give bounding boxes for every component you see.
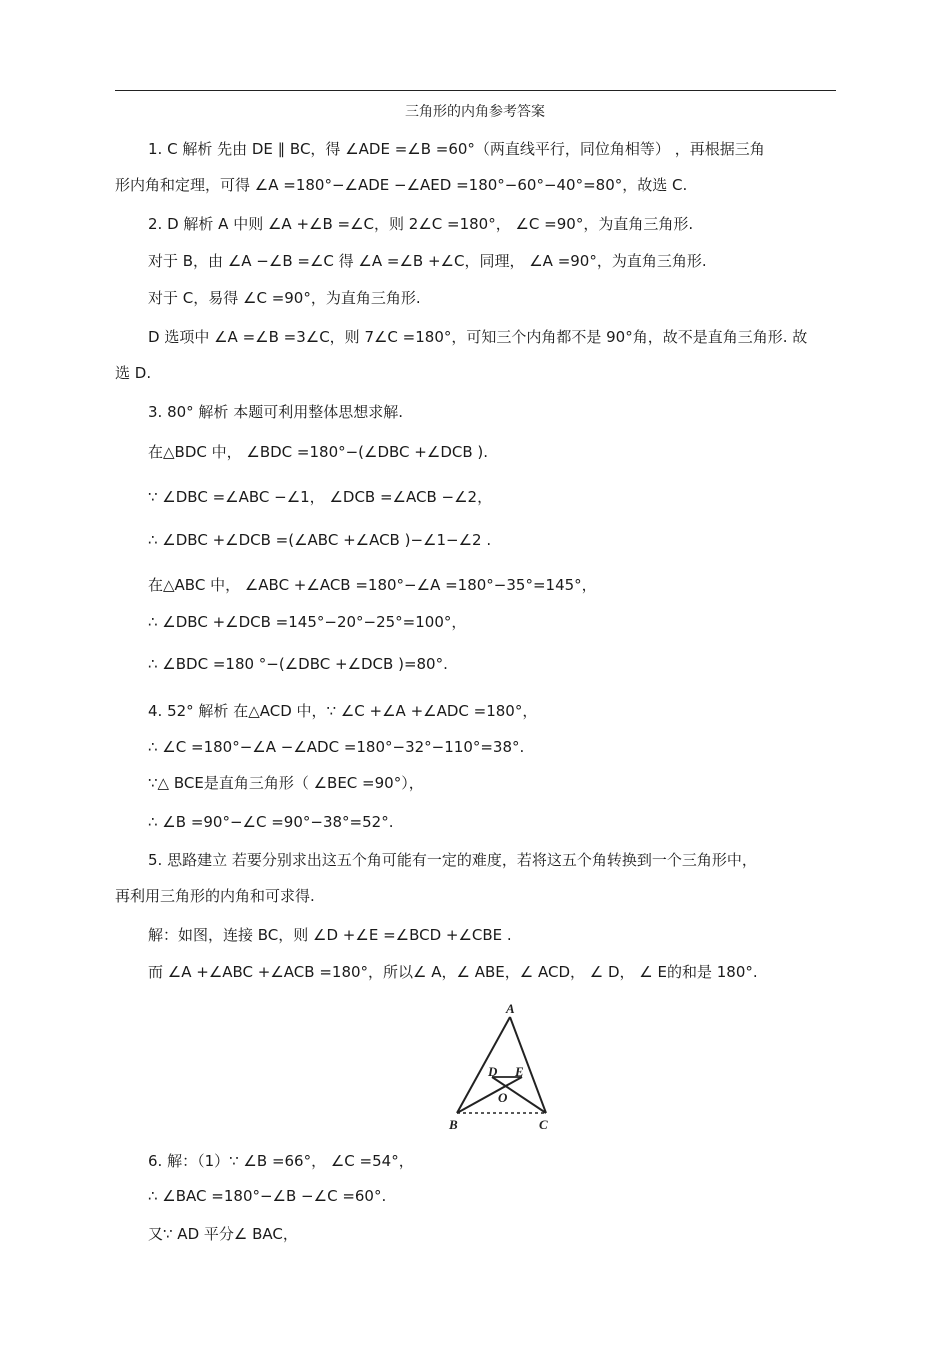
text-line: 而 ∠A +∠ABC +∠ACB =180°，所以∠ A，∠ ABE，∠ ACD， ∠ D， ∠ E的和是 180°. xyxy=(148,963,758,981)
text-line: 1. C 解析 先由 DE ∥ BC，得 ∠ADE =∠B =60°（两直线平行，同位角相等） ，再根据三角 xyxy=(148,140,765,158)
text-line: ∴ ∠DBC +∠DCB =(∠ABC +∠ACB )−∠1−∠2 . xyxy=(148,531,492,549)
geometry-figure xyxy=(440,995,570,1135)
text-line: ∵△ BCE是直角三角形（ ∠BEC =90°）， xyxy=(148,774,424,792)
text-line: 3. 80° 解析 本题可利用整体思想求解. xyxy=(148,403,403,421)
text-line: ∴ ∠BAC =180°−∠B −∠C =60°. xyxy=(148,1187,387,1205)
text-line: 形内角和定理，可得 ∠A =180°−∠ADE −∠AED =180°−60°−40°=80°，故选 C. xyxy=(115,176,688,194)
header-rule xyxy=(115,90,836,91)
label-c: C xyxy=(539,1117,548,1132)
page-title: 三角形的内角参考答案 xyxy=(405,104,545,120)
text-line: 在△ABC 中， ∠ABC +∠ACB =180°−∠A =180°−35°=145°， xyxy=(148,576,597,594)
text-line: ∴ ∠BDC =180 °−(∠DBC +∠DCB )=80°. xyxy=(148,655,448,673)
text-line: 5. 思路建立 若要分别求出这五个角可能有一定的难度，若将这五个角转换到一个三角形中， xyxy=(148,851,757,869)
label-o: O xyxy=(498,1090,508,1105)
text-line: D 选项中 ∠A =∠B =3∠C，则 7∠C =180°，可知三个内角都不是 90°角，故不是直角三角形. 故 xyxy=(148,328,808,346)
label-e: E xyxy=(515,1064,524,1079)
text-line: 再利用三角形的内角和可求得. xyxy=(115,887,315,905)
text-line: 4. 52° 解析 在△ACD 中，∵ ∠C +∠A +∠ADC =180°， xyxy=(148,702,538,720)
text-line: 对于 C，易得 ∠C =90°，为直角三角形. xyxy=(148,289,421,307)
text-line: 6. 解：（1）∵ ∠B =66°， ∠C =54°， xyxy=(148,1152,414,1170)
text-line: 又∵ AD 平分∠ BAC， xyxy=(148,1225,298,1243)
text-line: ∴ ∠DBC +∠DCB =145°−20°−25°=100°， xyxy=(148,613,467,631)
label-a: A xyxy=(506,1001,515,1016)
text-line: 2. D 解析 A 中则 ∠A +∠B =∠C，则 2∠C =180°， ∠C =90°，为直角三角形. xyxy=(148,215,694,233)
text-line: 解：如图，连接 BC，则 ∠D +∠E =∠BCD +∠CBE . xyxy=(148,926,512,944)
text-line: 在△BDC 中， ∠BDC =180°−(∠DBC +∠DCB ). xyxy=(148,443,489,461)
text-line: ∴ ∠B =90°−∠C =90°−38°=52°. xyxy=(148,813,394,831)
label-b: B xyxy=(449,1117,458,1132)
text-line: 选 D. xyxy=(115,364,152,382)
text-line: 对于 B，由 ∠A −∠B =∠C 得 ∠A =∠B +∠C，同理， ∠A =90°，为直角三角形. xyxy=(148,252,707,270)
text-line: ∵ ∠DBC =∠ABC −∠1， ∠DCB =∠ACB −∠2， xyxy=(148,488,493,506)
label-d: D xyxy=(488,1064,498,1079)
text-line: ∴ ∠C =180°−∠A −∠ADC =180°−32°−110°=38°. xyxy=(148,738,525,756)
